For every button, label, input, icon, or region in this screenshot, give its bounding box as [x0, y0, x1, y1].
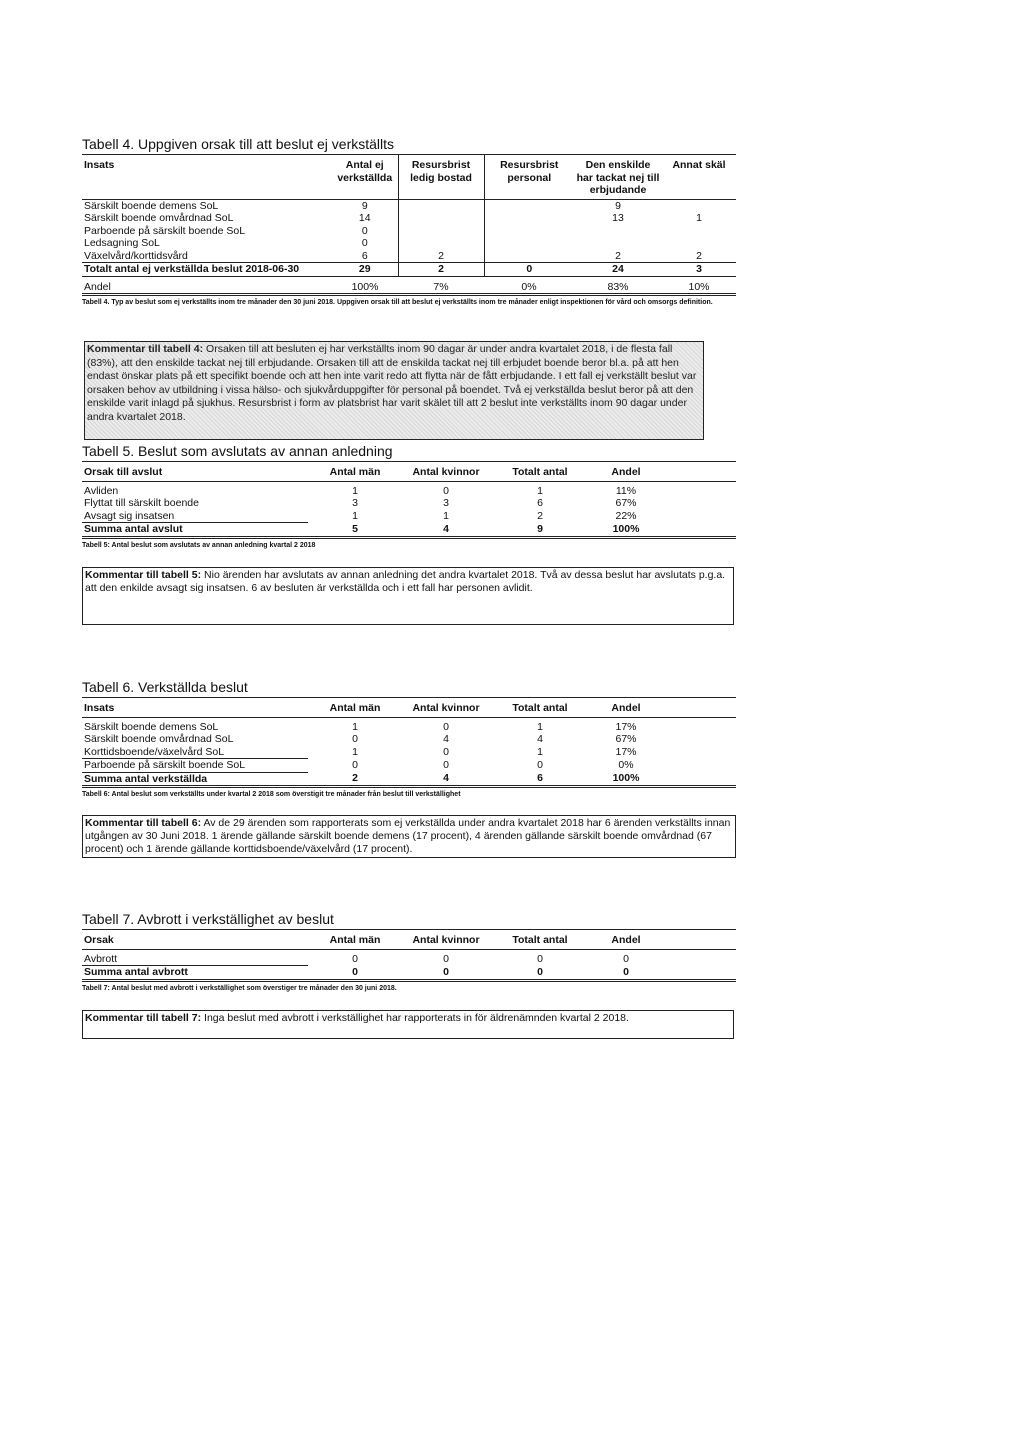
table-row: Ledsagning SoL 0	[82, 237, 736, 250]
table-row: Särskilt boende omvårdnad SoL 0 4 4 67%	[84, 733, 637, 745]
t7-sum-row: Summa antal avbrott 0 0 0 0	[82, 966, 736, 981]
table-row: Särskilt boende omvårdnad SoL 14 13 1	[84, 212, 702, 224]
table-5-section	[82, 443, 736, 550]
table-7-title: Tabell 7. Avbrott i verkställighet av beslut	[82, 911, 338, 930]
table-5: Orsak till avslut Antal män Antal kvinnor Totalt antal Andel Avliden 1 0 1 11% Flyttat till särskilt boende 3 3 6 67% Avsagt sig insatsen 1 1 2 22% Summa antal avslut 5 4 9 100%	[82, 462, 736, 539]
table-6: Insats Antal män Antal kvinnor Totalt antal Andel Särskilt boende demens SoL 1 0 1 17% Särskilt boende omvårdnad SoL 0 4 4 67% Korttidsboende/växelvård SoL 1 0 1 17% Parboende på särskilt boende SoL 0 0 0 0% Summa antal verkställda 2 4 6 100%	[82, 698, 736, 788]
table-4-title: Tabell 4. Uppgiven orsak till att beslut ej verkställts	[82, 136, 398, 155]
table-7: Orsak Antal män Antal kvinnor Totalt antal Andel Avbrott 0 0 0 0 Summa antal avbrott 0 0 0 0	[82, 930, 736, 982]
table-row: Parboende på särskilt boende SoL 0	[82, 225, 736, 238]
t4-header-bostad: Resursbrist ledig bostad	[398, 155, 484, 199]
table-row: Avsagt sig insatsen 1 1 2 22%	[84, 509, 637, 522]
t4-total-row: Totalt antal ej verkställda beslut 2018-06-30 29 2 0 24 3	[82, 263, 736, 277]
table-row: Parboende på särskilt boende SoL 0 0 0 0%	[84, 758, 634, 771]
table-row: Växelvård/korttidsvård 6 2 2 2	[82, 250, 736, 263]
comment-box-6	[82, 815, 736, 858]
comment-6-text: Av de 29 ärenden som rapporterats som ej verkställda under andra kvartalet 2018 har 6 ärenden verkställts innan utgången av 30 Juni 2018. 1 ärende gällande särskilt boende demens (17 procent), 4 ärenden gällande särskilt boende omvårdnad (67 procent) och 1 ärende gällande korttidsboende/växelvård (17 procent).	[85, 817, 731, 855]
t6-sum-row: Summa antal verkställda 2 4 6 100%	[82, 772, 736, 787]
table-5-caption: Tabell 5: Antal beslut som avslutats av annan anledning kvartal 2 2018	[82, 541, 316, 549]
table-4-caption: Tabell 4. Typ av beslut som ej verkställts inom tre månader den 30 juni 2018. Uppgiven orsak till att beslut ej verkställts inom tre månader enligt inspektionen för vård och omsorgs definition.	[82, 299, 713, 306]
t4-header-annat: Annat skäl	[662, 155, 736, 199]
comment-4-label: Kommentar till tabell 4:	[87, 343, 204, 355]
table-row: Avliden 1 0 1 11%	[84, 484, 637, 497]
table-4-section	[82, 136, 736, 307]
comment-5-label: Kommentar till tabell 5:	[85, 569, 202, 581]
table-6-caption: Tabell 6: Antal beslut som verkställts under kvartal 2 2018 som överstigit tre månader från beslut till verkställighet	[82, 791, 461, 798]
t4-header-personal: Resursbrist personal	[484, 155, 574, 199]
comment-5-text: Nio ärenden har avslutats av annan anledning det andra kvartalet 2018. Två av dessa beslut har avslutats p.g.a. att den enkilde avsagt sig insatsen. 6 av besluten är verkställda och i ett fall har personen avlidit.	[85, 569, 726, 594]
table-row: Avbrott 0 0 0 0	[84, 952, 629, 965]
t4-andel-row: Andel 100% 7% 0% 83% 10%	[82, 281, 736, 295]
table-7-caption: Tabell 7: Antal beslut med avbrott i verkställighet som överstiger tre månader den 30 juni 2018.	[82, 984, 397, 992]
table-row: Särskilt boende demens SoL 1 0 1 17%	[84, 720, 637, 733]
table-4	[82, 155, 736, 296]
comment-6-label: Kommentar till tabell 6:	[85, 817, 202, 829]
t4-header-antal: Antal ej verkställda	[332, 155, 398, 199]
table-6-section	[82, 679, 736, 799]
comment-box-4	[84, 341, 704, 440]
table-7-section	[82, 911, 736, 993]
t4-header-den: Den enskilde har tackat nej till erbjudande	[574, 155, 662, 199]
t4-header-insats: Insats	[82, 155, 332, 199]
t5-sum-row: Summa antal avslut 5 4 9 100%	[82, 523, 736, 538]
table-row: Korttidsboende/växelvård SoL 1 0 1 17%	[84, 745, 637, 758]
table-row: Flyttat till särskilt boende 3 3 6 67%	[84, 497, 637, 509]
table-row: Särskilt boende demens SoL 9 9	[84, 199, 621, 212]
comment-4-text: Orsaken till att besluten ej har verkställts inom 90 dagar är under andra kvartalet 2018, i de flesta fall (83%), att den enskilde tackat nej till erbjudande. Orsaken till att de enskilda tackat nej till erbjudet boende beror bl.a. på att hen endast önskar plats på ett specifikt boende och att hen inte varit redo att flytta när de fått erbjudande. I ett fall ej verkställt beslut var orsaken behov av utbildning i vissa hälso- och sjukvårduppgifter för personal på boendet. Två ej verkställda beslut beror på att den enskilde varit inlagd på sjukhus. Resursbrist i form av platsbrist har varit skälet till att 2 beslut inte verkställts inom 90 dagar under andra kvartalet 2018.	[87, 343, 697, 423]
comment-box-5	[82, 567, 734, 625]
comment-box-7	[82, 1010, 734, 1039]
comment-7-text: Inga beslut med avbrott i verkställighet har rapporterats in för äldrenämnden kvartal 2 2018.	[201, 1012, 629, 1024]
table-6-title: Tabell 6. Verkställda beslut	[82, 679, 252, 698]
table-5-title: Tabell 5. Beslut som avslutats av annan anledning	[82, 443, 397, 462]
comment-7-label: Kommentar till tabell 7:	[85, 1012, 202, 1024]
